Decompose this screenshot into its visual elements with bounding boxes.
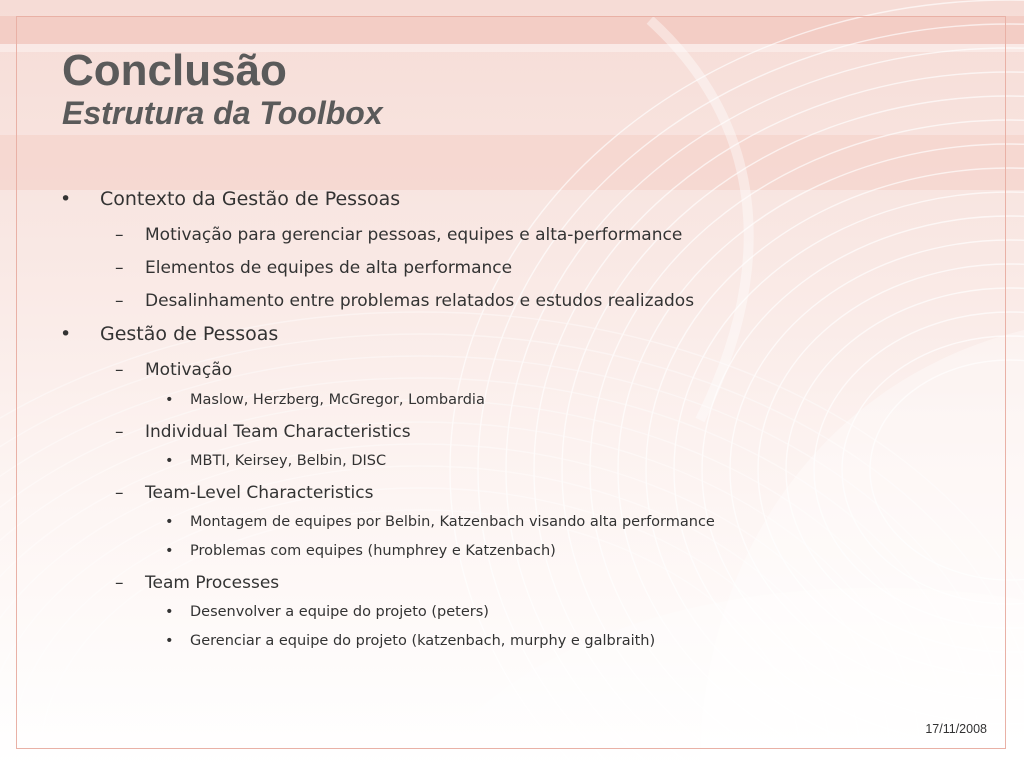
list-item-text: Motivação — [145, 360, 233, 380]
list-item-text: Individual Team Characteristics — [145, 422, 411, 442]
list-item-text: Desenvolver a equipe do projeto (peters) — [190, 604, 489, 620]
dash-marker: – — [115, 483, 124, 503]
list-item-text: Motivação para gerenciar pessoas, equipes e alta-performance — [145, 225, 683, 245]
list-item — [165, 453, 387, 469]
list-item — [60, 323, 279, 345]
list-item — [165, 633, 656, 649]
bullet-marker: • — [165, 514, 174, 530]
list-item — [115, 225, 683, 245]
list-item — [115, 258, 513, 278]
list-item-text: Gestão de Pessoas — [100, 323, 279, 345]
list-item-text: Contexto da Gestão de Pessoas — [100, 188, 401, 210]
list-item — [115, 573, 280, 593]
bullet-marker: • — [165, 453, 174, 469]
list-item-text: Problemas com equipes (humphrey e Katzenbach) — [190, 543, 556, 559]
slide-date: 17/11/2008 — [925, 722, 987, 736]
dash-marker: – — [115, 573, 124, 593]
list-item-text: MBTI, Keirsey, Belbin, DISC — [190, 453, 387, 469]
list-item — [165, 604, 489, 620]
list-item-text: Elementos de equipes de alta performance — [145, 258, 513, 278]
list-item — [115, 360, 233, 380]
bullet-marker: • — [60, 323, 72, 345]
bullet-marker: • — [165, 543, 174, 559]
bullet-marker: • — [60, 188, 72, 210]
dash-marker: – — [115, 225, 124, 245]
list-item — [165, 392, 485, 408]
list-item — [115, 291, 695, 311]
dash-marker: – — [115, 360, 124, 380]
dash-marker: – — [115, 258, 124, 278]
list-item-text: Maslow, Herzberg, McGregor, Lombardia — [190, 392, 485, 408]
list-item — [115, 483, 374, 503]
dash-marker: – — [115, 291, 124, 311]
list-item — [115, 422, 411, 442]
list-item-text: Desalinhamento entre problemas relatados e estudos realizados — [145, 291, 695, 311]
list-item — [165, 543, 556, 559]
bullet-marker: • — [165, 392, 174, 408]
list-item-text: Team-Level Characteristics — [145, 483, 374, 503]
list-item-text: Gerenciar a equipe do projeto (katzenbach, murphy e galbraith) — [190, 633, 656, 649]
list-item-text: Montagem de equipes por Belbin, Katzenbach visando alta performance — [190, 514, 715, 530]
title-subtitle: Estrutura da Toolbox — [62, 95, 383, 131]
list-item — [60, 188, 401, 210]
list-item-text: Team Processes — [145, 573, 280, 593]
bullet-marker: • — [165, 604, 174, 620]
title-main: Conclusão — [62, 46, 287, 95]
list-item — [165, 514, 715, 530]
dash-marker: – — [115, 422, 124, 442]
bullet-marker: • — [165, 633, 174, 649]
